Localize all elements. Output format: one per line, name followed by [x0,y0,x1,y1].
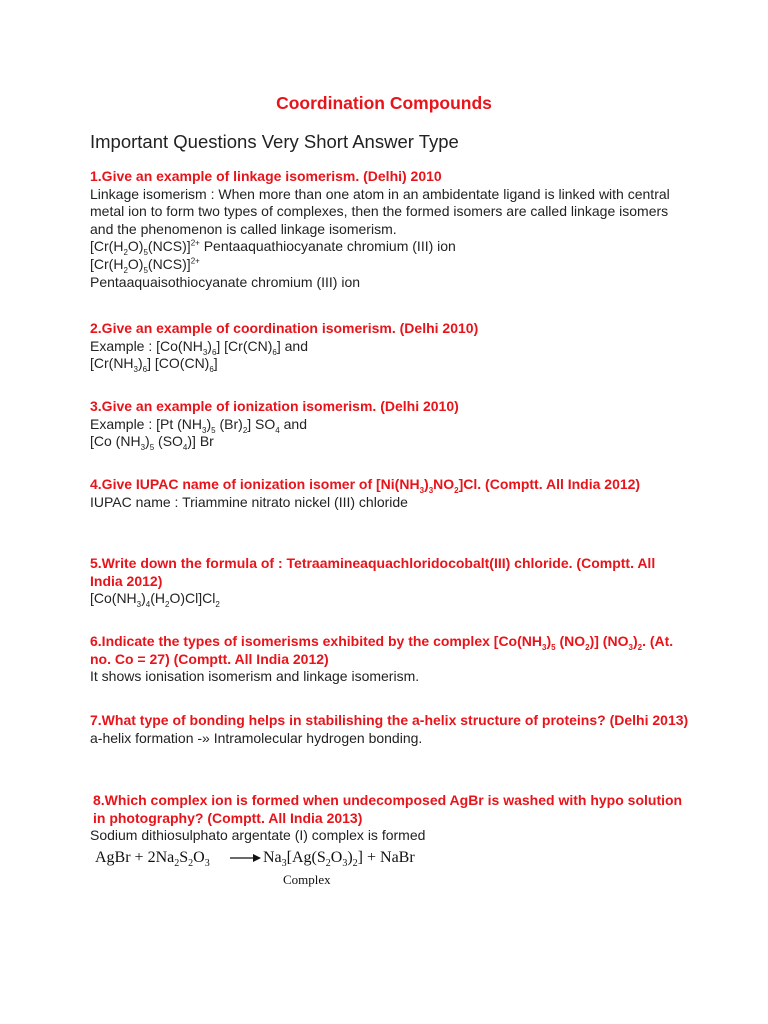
question-1: 1.Give an example of linkage isomerism. (Delhi) 2010 [90,168,442,184]
question-block-1 [90,168,690,291]
answer-1: Linkage isomerism : When more than one atom in an ambidentate ligand is linked with central metal ion to form two types of complexes, then the formed isomers are called linkage isomers and the phenomenon is called linkage isomerism. [90,185,670,237]
question-5: 5.Write down the formula of : Tetraamineaquachloridocobalt(III) chloride. (Comptt. All India 2012) [90,555,656,589]
answer-3-line-1: Example : [Pt $(NH_3)_5$ $(Br)_2$] $SO_4$ and [90,415,307,435]
page-subtitle: Important Questions Very Short Answer Type [90,131,459,152]
question-4-text-end: Cl. (Comptt. All India 2012) [463,476,641,492]
question-block-4 [90,476,690,511]
question-6-text-start: 6.Indicate the types of isomerisms exhibited by the complex [Co(NH [90,633,542,649]
answer-8: Sodium dithiosulphato argentate (I) complex is formed [90,827,426,844]
question-8: 8.Which complex ion is formed when undecomposed AgBr is washed with hypo solution in photography? (Comptt. All India 2013) [93,792,683,826]
equation-caption: Complex [283,872,331,887]
answer-7: a-helix formation -» Intramolecular hydrogen bonding. [90,729,423,746]
answer-2-line-1: Example : $[Co(NH_3)_6]$ $[Cr(CN)_6]$ and [90,337,308,357]
answer-1-example-1-name: Pentaaquathiocyanate chromium (III) ion [199,238,456,255]
reaction-equation [95,844,515,890]
answer-3-line-2: [Co $(NH_3)_5$ $(SO_4)$] Br [90,433,214,452]
question-block-8 [90,792,690,845]
question-6-text-end: . (At. no. Co = 27) (Comptt. All India 2012) [90,633,674,667]
answer-6: It shows ionisation isomerism and linkage isomerism. [90,668,420,685]
question-6: 6.Indicate the types of isomerisms exhibited by the complex [$Co(NH_3)_5$ $(NO_2)$] $(NO_3)_2$. (At. no. Co = 27) (Comptt. All India 2012) [90,633,674,667]
question-block-7 [90,712,690,747]
question-block-3 [90,398,690,451]
question-block-2 [90,320,690,373]
answer-1-example-2: $[Cr(H_2O)_5(NCS)]^{2+}$ [90,255,200,275]
answer-1-example-2-name: Pentaaquaisothiocyanate chromium (III) ion [90,273,361,290]
svg-text:Na3[Ag(S2O3)2] + NaBr: $Na_3[Ag(S_2O_3)_2]$ + NaBr [263,849,415,869]
answer-5: $[Co(NH_3)_4(H_2O)Cl]Cl_2$ [90,590,220,609]
reaction-equation-graphic [95,844,515,890]
page-title: Coordination Compounds [276,93,492,113]
answer-2-line-2: $[Cr(NH_3)_6]$ $[CO(CN)_6]$ [90,355,218,374]
question-2: 2.Give an example of coordination isomerism. (Delhi 2010) [90,320,479,336]
question-3: 3.Give an example of ionization isomerism. (Delhi 2010) [90,398,459,414]
svg-text:AgBr + 2Na2S2O3: AgBr + $2Na_2S_2O_3$ [95,849,210,869]
question-7: 7.What type of bonding helps in stabilishing the a-helix structure of proteins? (Delhi 2013) [90,712,689,728]
answer-1-example-1: $[Cr(H_2O)_5(NCS)]^{2+}$ Pentaaquathiocyanate chromium (III) ion [90,238,456,258]
question-block-6 [90,633,690,686]
answer-4: IUPAC name : Triammine nitrato nickel (III) chloride [90,493,408,510]
question-4: 4.Give IUPAC name of ionization isomer of $[Ni(NH_3)_3NO_2]Cl$. (Comptt. All India 2012) [90,476,641,495]
question-block-5 [90,555,690,608]
question-4-text-start: 4.Give IUPAC name of ionization isomer of [Ni(NH [90,476,420,492]
